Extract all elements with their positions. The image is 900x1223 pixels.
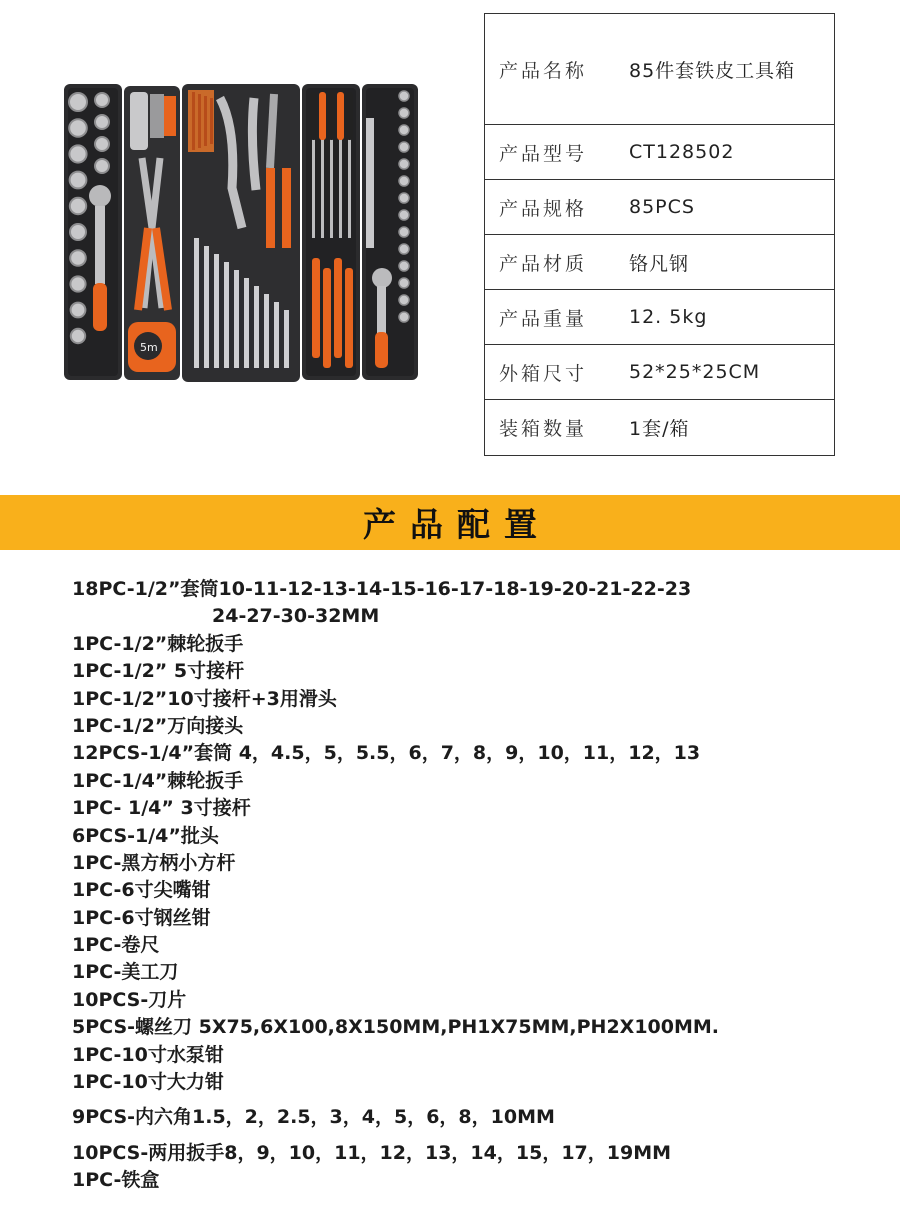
spec-label: 产品规格 [499, 197, 588, 220]
spec-row [485, 400, 834, 455]
parts-list-item: 1PC-1/2”10寸接杆+3用滑头 [72, 687, 337, 710]
spec-label: 产品重量 [499, 307, 588, 330]
spec-row [485, 14, 834, 125]
parts-list-item: 1PC-10寸大力钳 [72, 1071, 224, 1094]
spec-value: 铬凡钢 [629, 252, 690, 275]
spec-value: 85PCS [629, 196, 695, 218]
spec-label: 产品型号 [499, 142, 588, 165]
parts-list [72, 576, 872, 1195]
parts-list-item: 24-27-30-32MM [212, 605, 380, 628]
parts-list-item: 1PC-1/4”棘轮扳手 [72, 769, 244, 792]
parts-list-item: 1PC-铁盒 [72, 1169, 160, 1192]
spec-value: CT128502 [629, 141, 735, 163]
parts-list-item: 1PC-黑方柄小方杆 [72, 851, 236, 874]
spec-value: 1套/箱 [629, 418, 690, 440]
spec-label: 产品名称 [499, 59, 588, 82]
section-banner [0, 495, 900, 550]
spec-row [485, 290, 834, 345]
parts-list-item: 1PC-10寸水泵钳 [72, 1043, 224, 1066]
parts-list-item: 1PC-1/2”棘轮扳手 [72, 632, 244, 655]
parts-list-item: 6PCS-1/4”批头 [72, 824, 219, 847]
parts-list-item: 10PCS-两用扳手8，9，10，11，12，13，14，15，17，19MM [72, 1141, 672, 1164]
parts-list-item: 1PC-1/2”万向接头 [72, 714, 244, 737]
parts-list-item: 10PCS-刀片 [72, 988, 187, 1011]
spec-row [485, 125, 834, 180]
parts-list-item: 1PC-卷尺 [72, 934, 160, 957]
parts-list-item: 1PC-1/2” 5寸接杆 [72, 660, 245, 683]
banner-title: 产品配置 [363, 505, 551, 544]
spec-label: 装箱数量 [499, 418, 588, 440]
parts-list-item: 5PCS-螺丝刀 5X75,6X100,8X150MM,PH1X75MM,PH2X100MM. [72, 1016, 720, 1039]
parts-list-item: 12PCS-1/4”套筒 4，4.5，5，5.5，6，7，8，9，10，11，12，13 [72, 742, 701, 765]
spec-row [485, 235, 834, 290]
spec-row [485, 180, 834, 235]
spec-label: 外箱尺寸 [499, 362, 588, 385]
parts-list-item: 1PC-6寸钢丝钳 [72, 906, 211, 929]
spec-value: 85件套铁皮工具箱 [629, 59, 796, 82]
tape-label: 5m [140, 341, 158, 354]
parts-list-item: 18PC-1/2”套筒10-11-12-13-14-15-16-17-18-19-20-21-22-23 [72, 578, 692, 600]
parts-list-item: 9PCS-内六角1.5，2，2.5，3，4，5，6，8，10MM [72, 1106, 555, 1129]
spec-value: 52*25*25CM [629, 361, 761, 383]
parts-list-item: 1PC-6寸尖嘴钳 [72, 879, 211, 902]
spec-label: 产品材质 [499, 252, 588, 275]
toolbox-photo [64, 78, 420, 384]
spec-value: 12. 5kg [629, 306, 708, 328]
parts-list-item: 1PC- 1/4” 3寸接杆 [72, 797, 251, 820]
parts-list-item: 1PC-美工刀 [72, 961, 179, 984]
spec-row [485, 345, 834, 400]
spec-table [484, 13, 835, 456]
